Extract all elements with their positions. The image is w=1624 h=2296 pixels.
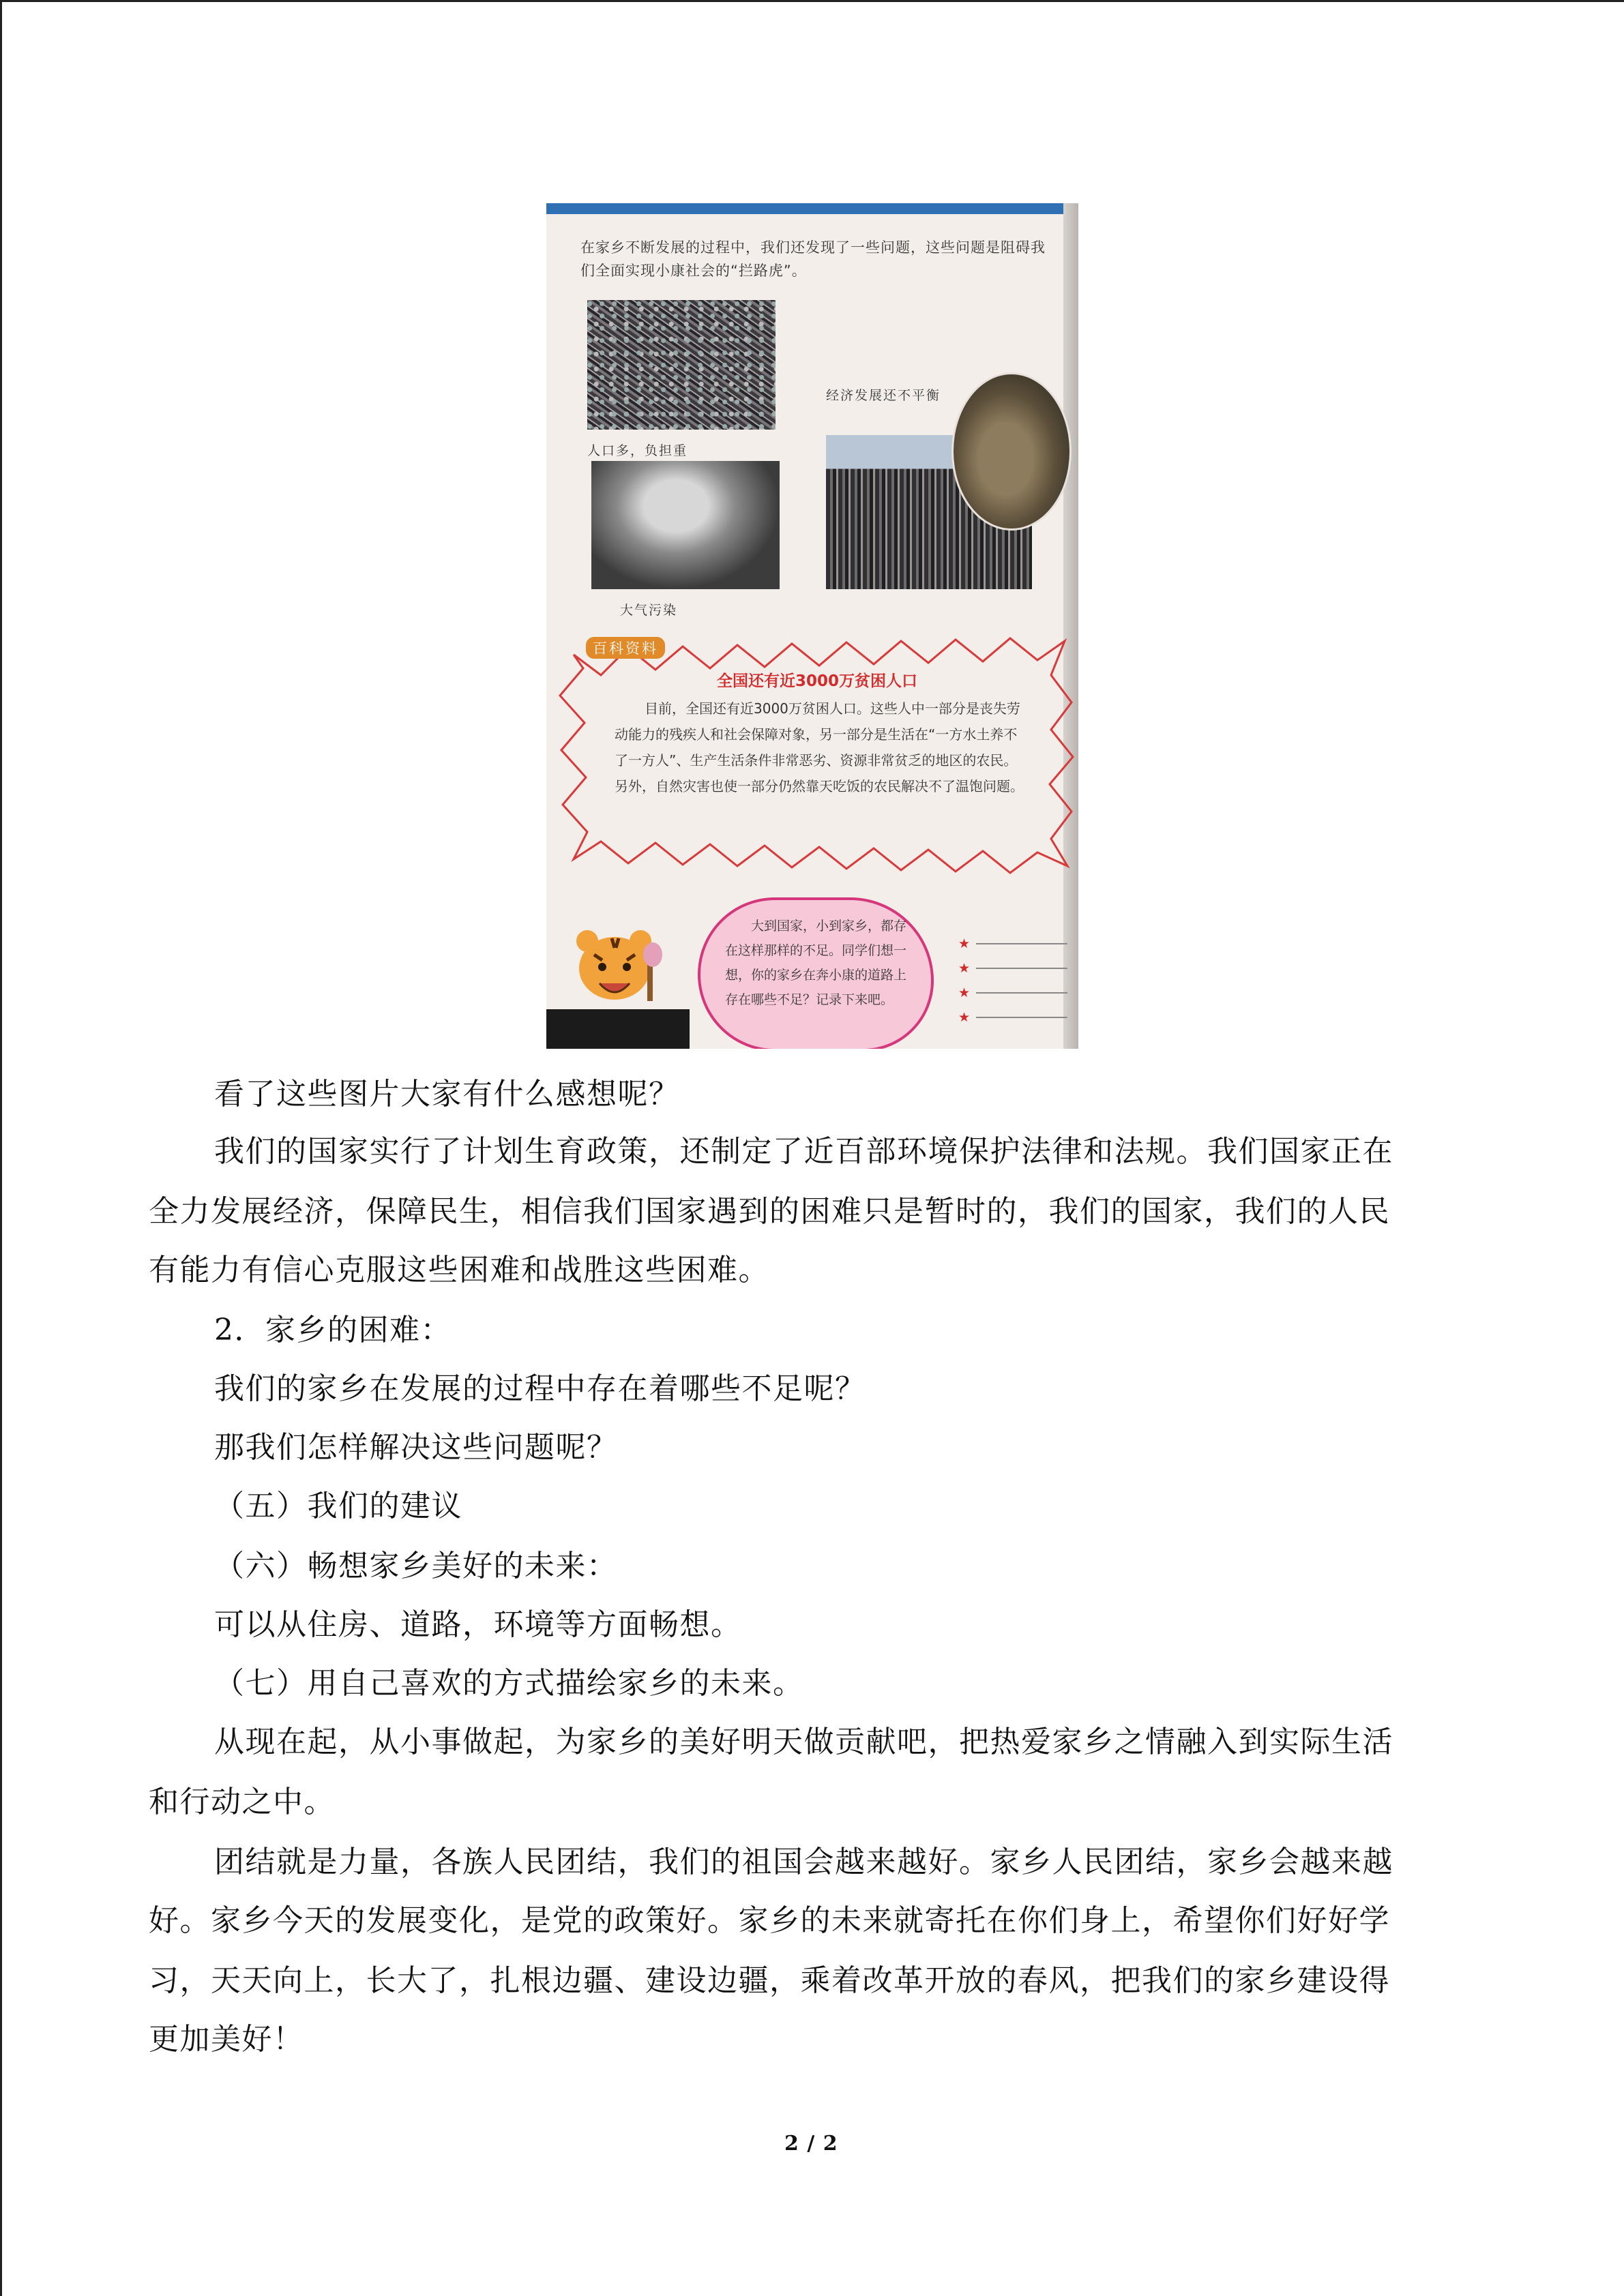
question-solutions: 那我们怎样解决这些问题呢？ xyxy=(214,1430,618,1465)
answer-line xyxy=(958,931,1067,956)
paragraph-contribute-line1: 从现在起，从小事做起，为家乡的美好明天做贡献吧，把热爱家乡之情融入到实际生活 xyxy=(214,1725,1393,1759)
paragraph-unity-line3: 习，天天向上，长大了，扎根边疆、建设边疆，乘着改革开放的春风，把我们的家乡建设得 xyxy=(149,1963,1390,1998)
caption-economy: 经济发展还不平衡 xyxy=(826,388,941,403)
info-box-tag: 百科资料 xyxy=(586,637,665,659)
rural-house-photo xyxy=(951,372,1072,531)
paragraph-policy-line2: 全力发展经济，保障民生，相信我们国家遇到的困难只是暂时的，我们的国家，我们的人民 xyxy=(149,1194,1390,1229)
question-shortcomings: 我们的家乡在发展的过程中存在着哪些不足呢？ xyxy=(214,1371,866,1406)
tiger-mascot-icon xyxy=(567,921,676,1023)
page-border-left xyxy=(0,0,2,2296)
info-box-body: 目前，全国还有近3000万贫困人口。这些人中一部分是丧失劳动能力的残疾人和社会保障对象，另一部分是生活在“一方水土养不了一方人”、生产生活条件非常恶劣、资源非常贫乏的地区的农民。另外，自然灾害也使一部分仍然靠天吃饭的农民解决不了温饱问题。 xyxy=(615,700,1024,794)
paragraph-policy-line3: 有能力有信心克服这些困难和战胜这些困难。 xyxy=(149,1253,769,1287)
page-number: 2 / 2 xyxy=(784,2132,838,2156)
paragraph-unity-line1: 团结就是力量，各族人民团结，我们的祖国会越来越好。家乡人民团结，家乡会越来越 xyxy=(214,1845,1393,1879)
info-box-title: 全国还有近3000万贫困人口 xyxy=(717,672,918,690)
heading-suggestions: （五）我们的建议 xyxy=(214,1489,462,1523)
star-icon: ★ xyxy=(958,1010,971,1025)
answer-lines xyxy=(958,931,1067,1030)
pollution-photo xyxy=(591,461,780,589)
answer-line xyxy=(958,956,1067,981)
textbook-photo xyxy=(546,203,1078,1049)
answer-line xyxy=(958,981,1067,1005)
paragraph-unity-line4: 更加美好！ xyxy=(149,2022,304,2057)
paragraph-policy-line1: 我们的国家实行了计划生育政策，还制定了近百部环境保护法律和法规。我们国家正在 xyxy=(214,1134,1393,1169)
photo-top-band xyxy=(546,203,1078,214)
answer-line xyxy=(958,1005,1067,1030)
photo-corner-shadow xyxy=(546,1009,690,1049)
photo-intro-text: 在家乡不断发展的过程中，我们还发现了一些问题，这些问题是阻碍我们全面实现小康社会的“拦路虎”。 xyxy=(580,239,1046,279)
paragraph-unity-line2: 好。家乡今天的发展变化，是党的政策好。家乡的未来就寄托在你们身上，希望你们好好学 xyxy=(149,1903,1390,1938)
photo-page-edge xyxy=(1063,203,1078,1049)
star-icon: ★ xyxy=(958,961,971,976)
paragraph-feeling: 看了这些图片大家有什么感想呢？ xyxy=(214,1077,680,1112)
crowd-photo xyxy=(587,300,776,430)
star-icon: ★ xyxy=(958,936,971,951)
page-border-top xyxy=(0,0,1624,2)
heading-hometown-difficulties: 2．家乡的困难： xyxy=(214,1313,452,1347)
star-icon: ★ xyxy=(958,985,971,1000)
speech-bubble-text: 大到国家，小到家乡，都存在这样那样的不足。同学们想一想，你的家乡在奔小康的道路上存在哪些不足？记录下来吧。 xyxy=(725,919,907,1007)
paragraph-imagine-aspects: 可以从住房、道路，环境等方面畅想。 xyxy=(214,1607,742,1642)
caption-pollution: 大气污染 xyxy=(620,603,678,618)
heading-imagine-future: （六）畅想家乡美好的未来： xyxy=(214,1549,618,1583)
heading-draw-future: （七）用自己喜欢的方式描绘家乡的未来。 xyxy=(214,1666,804,1701)
caption-crowd: 人口多，负担重 xyxy=(587,443,688,458)
paragraph-contribute-line2: 和行动之中。 xyxy=(149,1785,335,1819)
